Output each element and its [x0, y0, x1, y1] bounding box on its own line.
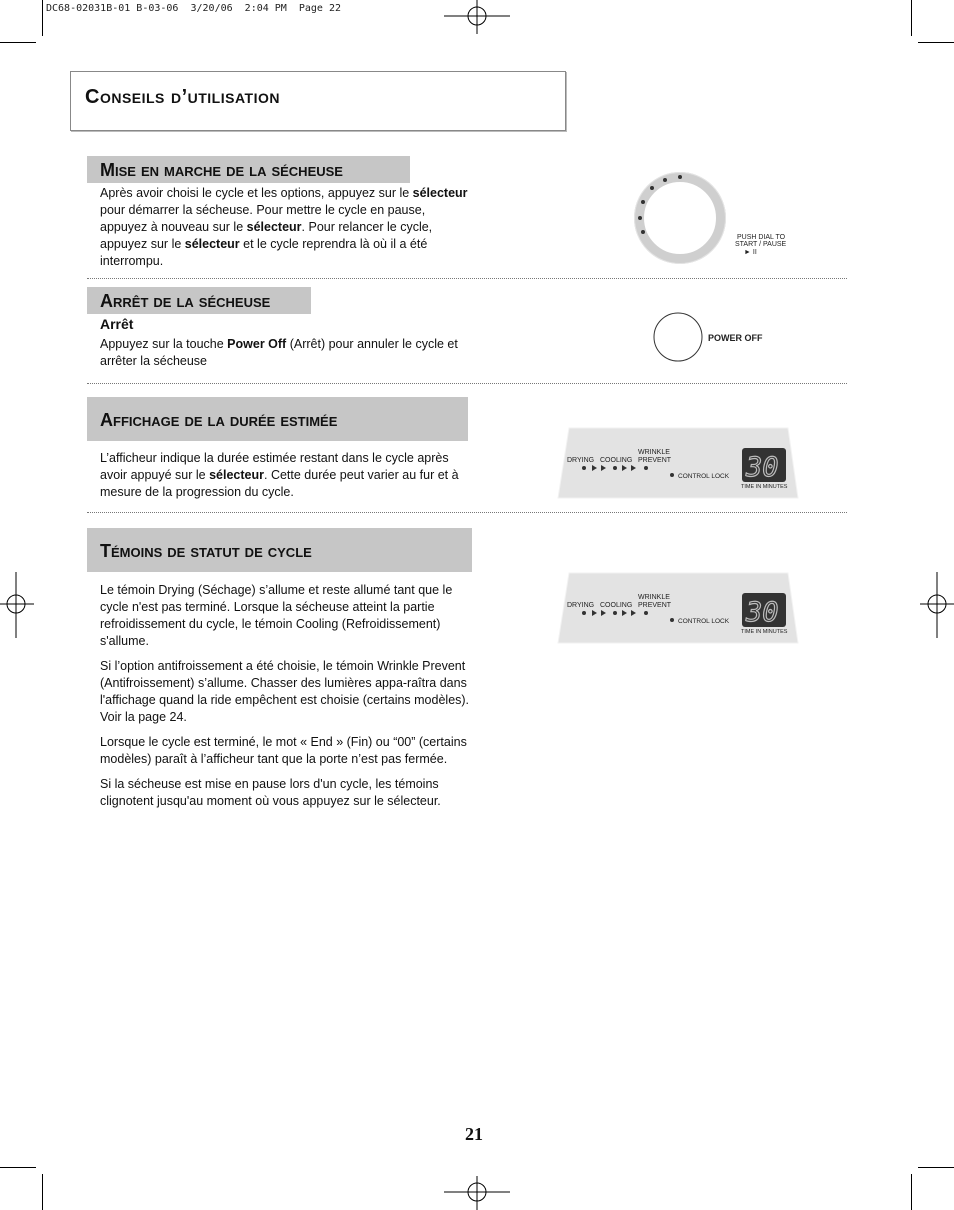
- time-display: 30: [746, 452, 779, 483]
- wrinkle-label: WRINKLE: [638, 449, 670, 456]
- registration-mark-right: [918, 570, 954, 642]
- section-heading-stop: Arrêt de la sécheuse: [87, 287, 311, 314]
- power-off-label: POWER OFF: [708, 333, 763, 343]
- dial-label-line1: PUSH DIAL TO: [737, 234, 786, 241]
- crop-mark: [918, 1167, 954, 1168]
- control-lock-label: CONTROL LOCK: [678, 618, 730, 625]
- wrinkle-label: WRINKLE: [638, 594, 670, 601]
- divider: [87, 278, 847, 279]
- crop-mark: [918, 42, 954, 43]
- cooling-label: COOLING: [600, 457, 633, 464]
- display-panel-2: [556, 571, 800, 645]
- start-pause-dial: [630, 168, 800, 268]
- registration-mark-bottom: [440, 1174, 514, 1210]
- section-heading-status: Témoins de statut de cycle: [87, 528, 472, 572]
- subheading-arret: Arrêt: [100, 316, 134, 332]
- control-lock-label: CONTROL LOCK: [678, 473, 730, 480]
- section-body-start: Après avoir choisi le cycle et les options, appuyez sur le sélecteur pour démarrer la sécheuse. Pour mettre le cycle en pause, appuyez à nouveau sur le sélecteur. Pour relancer le cycle, appuyez sur le sélecteur et le cycle reprendra là où il a été interrompu.: [100, 186, 468, 268]
- dial-label-line2: START / PAUSE: [735, 241, 787, 248]
- power-off-illustration: [652, 310, 782, 366]
- registration-mark-left: [0, 570, 36, 642]
- crop-mark: [42, 1174, 43, 1210]
- drying-label: DRYING: [567, 602, 595, 609]
- play-pause-icon: ► II: [744, 249, 757, 256]
- time-in-minutes-label: TIME IN MINUTES: [741, 629, 788, 635]
- crop-mark: [0, 42, 36, 43]
- prevent-label: PREVENT: [638, 602, 672, 609]
- page-number: 21: [465, 1124, 483, 1144]
- time-display: 30: [746, 597, 779, 628]
- display-panel-1: [556, 426, 800, 500]
- page-title-box: [70, 71, 566, 131]
- section-heading-display: Affichage de la durée estimée: [87, 397, 468, 441]
- prevent-label: PREVENT: [638, 457, 672, 464]
- cooling-label: COOLING: [600, 602, 633, 609]
- crop-mark: [0, 1167, 36, 1168]
- divider: [87, 512, 847, 513]
- section-body-stop: Appuyez sur la touche Power Off (Arrêt) pour annuler le cycle et arrêter la sécheuse: [100, 337, 458, 368]
- divider: [87, 383, 847, 384]
- time-in-minutes-label: TIME IN MINUTES: [741, 484, 788, 490]
- print-slug: DC68-02031B-01 B-03-06 3/20/06 2:04 PM Page 22: [46, 3, 342, 14]
- drying-label: DRYING: [567, 457, 595, 464]
- section-heading-start: Mise en marche de la sécheuse: [87, 156, 410, 183]
- crop-mark: [911, 1174, 912, 1210]
- registration-mark-top: [440, 0, 514, 36]
- section-body-display: L’afficheur indique la durée estimée restant dans le cycle après avoir appuyé sur le sélecteur. Cette durée peut varier au fur et à mesure de la progression du cycle.: [100, 451, 459, 499]
- section-body-status: Le témoin Drying (Séchage) s’allume et reste allumé tant que le cycle n'est pas terminé. Lorsque la sécheuse atteint la partie refroidissement du cycle, le témoin Cooling (Refroidissement) s'allume. Si l’option antifroissement a été choisie, le témoin Wrinkle Prevent (Antifroissement) s’allume. Chasser des lumières appa-raîtra dans l'affichage quand la ride empêchent est choisie (certains modèles). Voir la page 24. Lorsque le cycle est terminé, le mot « End » (Fin) ou “00” (certains modèles) paraît à l’afficheur tant que la porte n’est pas fermée. Si la sécheuse est mise en pause lors d'un cycle, les témoins clignotent jusqu'au moment où vous appuyez sur le sélecteur.: [100, 583, 470, 808]
- page-title: Conseils d’utilisation: [85, 86, 280, 108]
- crop-mark: [42, 0, 43, 36]
- crop-mark: [911, 0, 912, 36]
